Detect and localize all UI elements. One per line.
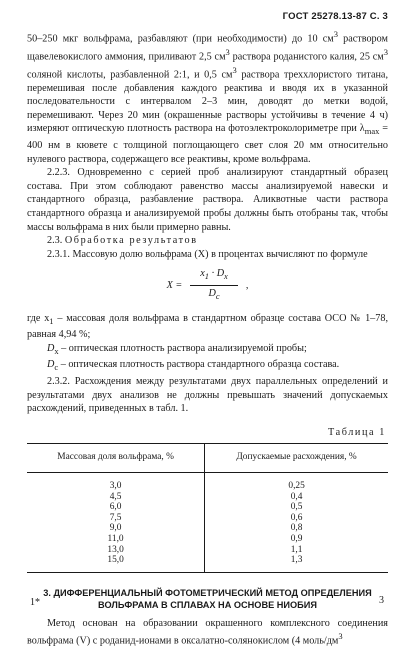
definition-x1: где $x_1$ – массовая доля вольфрама в стандартном образце состава ОСО № 1–78, равная 4,94 %; (27, 312, 388, 341)
section-3-title: 3. ДИФФЕРЕНЦИАЛЬНЫЙ ФОТОМЕТРИЧЕСКИЙ МЕТОД ОПРЕДЕЛЕНИЯ ВОЛЬФРАМА В СПЛАВАХ НА ОСНОВЕ НИОБИЯ (43, 587, 372, 610)
table-row: 9,0 0,8 (27, 523, 388, 534)
formula (27, 267, 388, 303)
definition-dx: $D_x$ – оптическая плотность раствора анализируемой пробы; (47, 342, 307, 356)
tolerance-table (27, 443, 388, 572)
formula-denominator: $D_c$ (208, 287, 220, 301)
paragraph-2-3-2: 2.3.2. Расхождения между результатами двух параллельных определений и результатами двух анализов не должны превышать значений допускаемых расхождений, приведенных в табл. 1. (27, 376, 388, 415)
page-header: ГОСТ 25278.13-87 С. 3 (282, 11, 388, 22)
table-row: 4,5 0,4 (27, 492, 388, 503)
formula-numerator: $x_1 \cdot D_x$ (190, 267, 238, 286)
table-row: 15,0 1,3 (27, 555, 388, 572)
section-2-3-heading: 2.3. Обработка результатов (47, 235, 198, 247)
definition-dc: $D_c$ – оптическая плотность раствора стандартного образца состава. (47, 359, 340, 373)
table-row: 6,0 0,5 (27, 502, 388, 513)
table-caption: Таблица 1 (328, 426, 386, 438)
formula-lhs: X = (166, 279, 183, 291)
table-header-row (27, 444, 388, 473)
paragraph-2-2-3: 2.2.3. Одновременно с серией проб анализируют стандартный образец состава. При этом соблюдают равенство массы анализируемой навески и стандартного образца, разбавление раствора. Аликвотные части раствора стандартного образца и анализируемой пробы должны быть отобраны так, чтобы массы вольфрама в них были примерно равны. (27, 167, 388, 233)
formula-fraction (190, 267, 238, 303)
table-row: 13,0 1,1 (27, 545, 388, 556)
table-row: 3,0 0,25 (27, 472, 388, 491)
footer-mark: 1* (30, 597, 40, 608)
formula-tail: , (245, 279, 249, 291)
page-number: 3 (379, 595, 384, 606)
paragraph-3-method: Метод основан на образовании окрашенного комплексного соединения вольфрама (V) с роданид-ионами в оксалатно-солянокислом (4 моль/$дм^3$ (27, 617, 388, 647)
table-header-mass-fraction: Массовая доля вольфрама, % (27, 444, 205, 473)
paragraph-procedure: 50–250 мкг вольфрама, разбавляют (при необходимости) до 10 $см^3$ раствором щавелевокислого аммония, приливают 2,5 $см^3$ раствора роданистого калия, 25 $см^3$ соляной кислоты, разбавленной 2:1, и 0,5 $см^3$ раствора треххлористого титана, перемешивая после добавления каждого реактива и вводя их в указанной последовательности с интервалом 2–3 мин, доводят до метки водой, перемешивают. Через 20 мин (окрашенные растворы устойчивы в течение 4 ч) измеряют оптическую плотность раствора на фотоэлектроколориметре при $\lambda_{max} = 400$ нм в кювете с толщиной поглощающего свет слоя 20 мм относительно нулевого раствора, содержащего все реактивы, кроме вольфрама. (27, 28, 389, 165)
table-row: 7,5 0,6 (27, 513, 388, 524)
table-header-tolerance: Допускаемые расхождения, % (205, 444, 388, 473)
table-row: 11,0 0,9 (27, 534, 388, 545)
paragraph-2-3-1: 2.3.1. Массовую долю вольфрама (X) в процентах вычисляют по формуле (47, 248, 368, 260)
